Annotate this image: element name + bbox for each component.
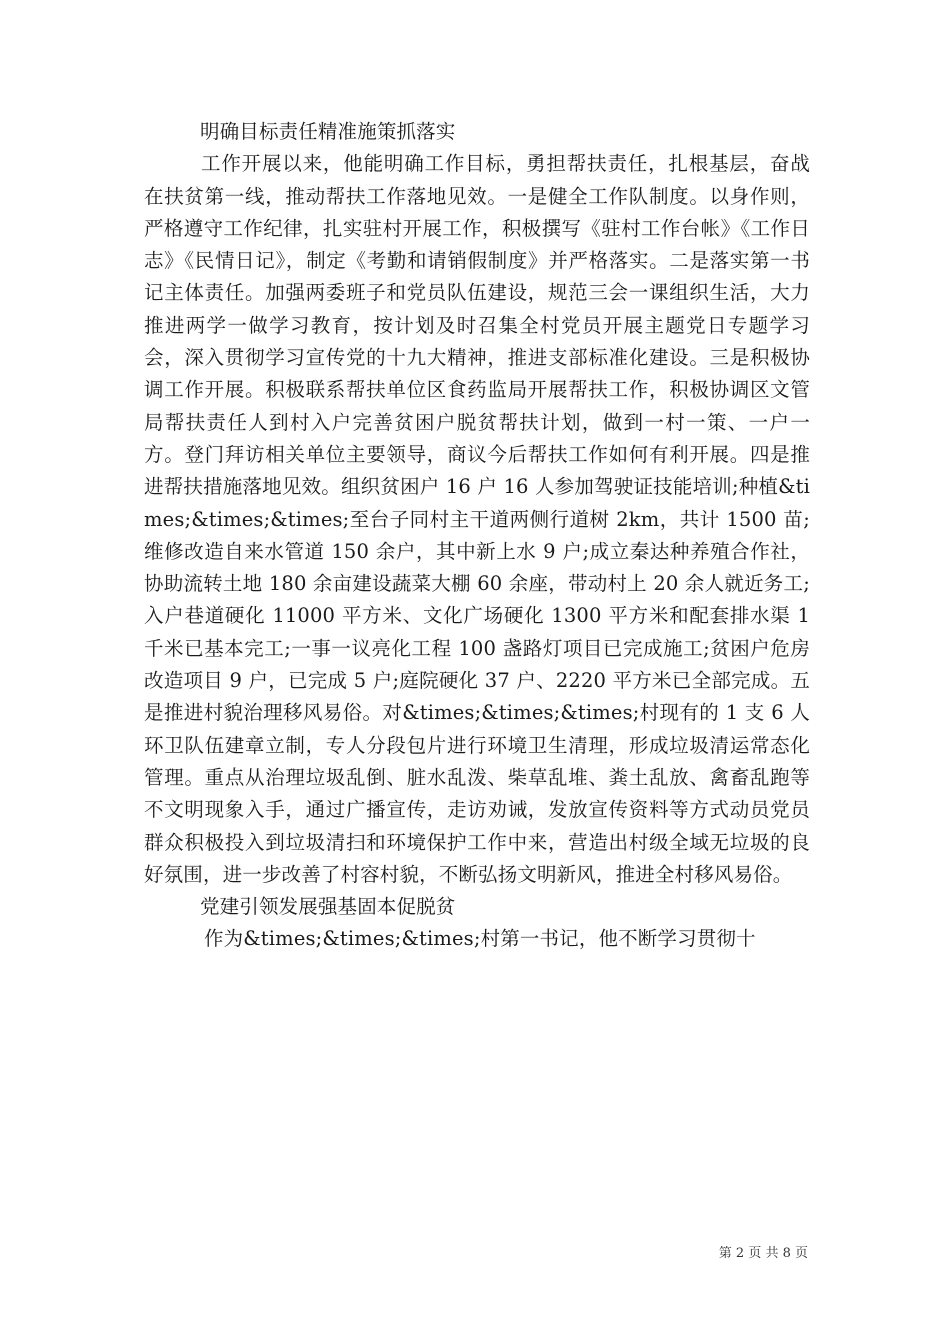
section-heading-2: 党建引领发展强基固本促脱贫 [200, 895, 456, 919]
page-number-footer: 第 2 页 共 8 页 [718, 1246, 808, 1261]
section-heading-1: 明确目标责任精准施策抓落实 [200, 120, 456, 143]
body-paragraph-1: 工作开展以来，他能明确工作目标，勇担帮扶责任，扎根基层，奋战在扶贫第一线，推动帮扶工作落地见效。一是健全工作队制度。以身作则，严格遵守工作纪律，扎实驻村开展工作，积极撰写《驻村工作台帐》《工作日志》《民情日记》，制定《考勤和请销假制度》并严格落实。二是落实第一书记主体责任。加强两委班子和党员队伍建设，规范三会一课组织生活，大力推进两学一做学习教育，按计划及时召集全村党员开展主题党日专题学习会，深入贯彻学习宣传党的十九大精神，推进支部标准化建设。三是积极协调工作开展。积极联系帮扶单位区食药监局开展帮扶工作，积极协调区文管局帮扶责任人到村入户完善贫困户脱贫帮扶计划，做到一村一策、一户一方。登门拜访相关单位主要领导，商议今后帮扶工作如何有利开展。四是推进帮扶措施落地见效。组织贫困户 16 户 16 人参加驾驶证技能培训;种植&times;&times;&times;至台子同村主干道两侧行道树 2km，共计 1500 苗;维修改造自来水管道 150 余户，其中新上水 9 户;成立秦达种养殖合作社，协助流转土地 180 余亩建设蔬菜大棚 60 余座，带动村上 20 余人就近务工;入户巷道硬化 11000 平方米、文化广场硬化 1300 平方米和配套排水渠 1 千米已基本完工;一事一议亮化工程 100 盏路灯项目已完成施工;贫困户危房改造项目 9 户，已完成 5 户;庭院硬化 37 户、2220 平方米已全部完成。五是推进村貌治理移风易俗。对&times;&times;&times;村现有的 1 支 6 人环卫队伍建章立制，专人分段包片进行环境卫生清理，形成垃圾清运常态化管理。重点从治理垃圾乱倒、脏水乱泼、柴草乱堆、粪土乱放、禽畜乱跑等不文明现象入手，通过广播宣传，走访劝诫，发放宣传资料等方式动员党员群众积极投入到垃圾清扫和环境保护工作中来，营造出村级全域无垃圾的良好氛围，进一步改善了村容村貌，不断弘扬文明新风，推进全村移风易俗。 [144, 152, 810, 886]
body-paragraph-2: 作为&times;&times;&times;村第一书记，他不断学习贯彻十 [204, 927, 756, 951]
document-body [144, 116, 810, 956]
